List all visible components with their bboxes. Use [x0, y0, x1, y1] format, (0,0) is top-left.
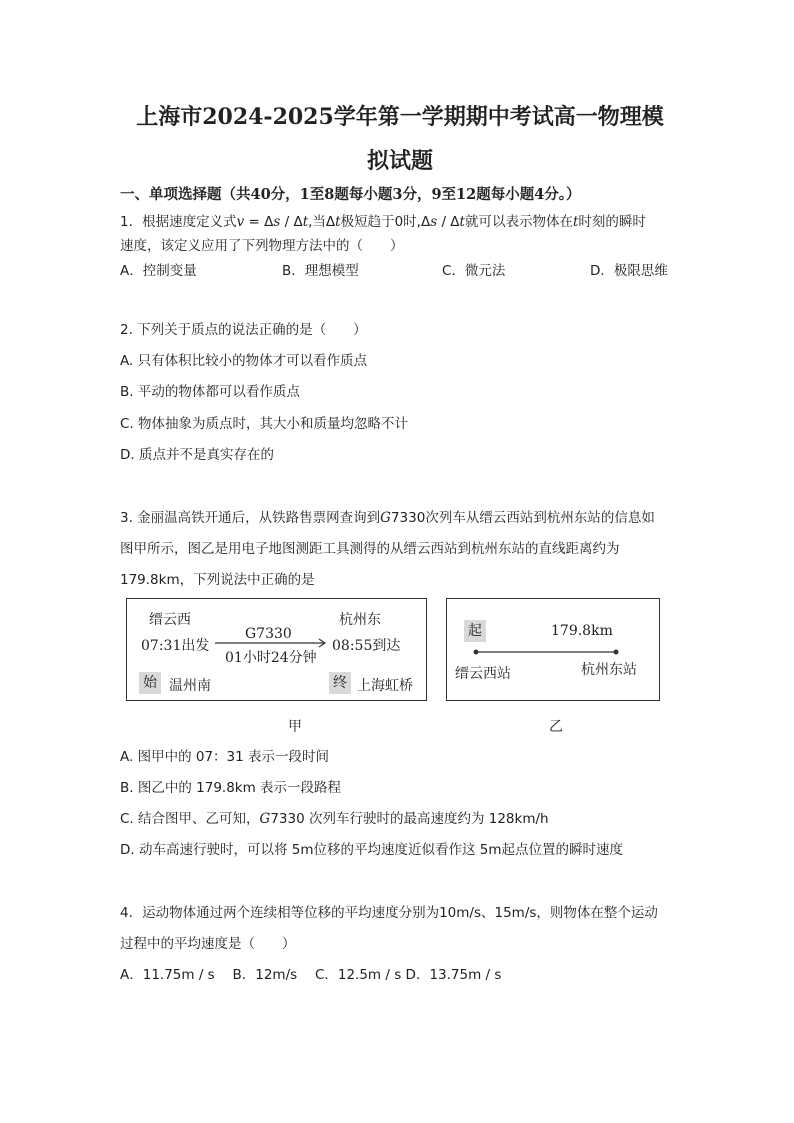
q1-stem-line1: 1．根据速度定义式v = Δs / Δt,当Δt极短趋于0时,Δs / Δt就可以表示物体在t时刻的瞬时: [120, 214, 646, 230]
travel-duration: 01小时24分钟: [225, 650, 317, 666]
depart-time: 07:31出发: [141, 638, 210, 654]
origin-tag: 起: [464, 620, 486, 642]
q3-option-d: D. 动车高速行驶时，可以将 5m位移的平均速度近似看作这 5m起点位置的瞬时速度: [120, 842, 624, 858]
train-number: G7330: [245, 626, 292, 642]
q1-option-b: B．理想模型: [282, 263, 359, 279]
q3-option-b: B. 图乙中的 179.8km 表示一段路程: [120, 780, 342, 796]
start-tag: 始: [139, 672, 161, 694]
q1-option-d: D．极限思维: [590, 263, 668, 279]
figure-jia-caption: 甲: [288, 719, 302, 735]
q2-option-d: D. 质点并不是真实存在的: [120, 447, 274, 463]
q1-stem-line2: 速度，该定义应用了下列物理方法中的（ ）: [120, 238, 404, 254]
page-title-line2: 拟试题: [366, 148, 433, 174]
q4-stem-line2: 过程中的平均速度是（ ）: [120, 936, 296, 952]
figure-yi-caption: 乙: [549, 719, 563, 735]
page-title: 上海市2024-2025学年第一学期期中考试高一物理模: [136, 104, 664, 130]
q4-options: A．11.75m / s B．12m/s C．12.5m / s D．13.75m / s: [120, 967, 502, 983]
end-station: 上海虹桥: [357, 678, 413, 694]
origin-station: 缙云西站: [455, 666, 511, 682]
from-station: 缙云西: [149, 612, 191, 628]
figure-yi: [446, 598, 660, 701]
start-station: 温州南: [169, 678, 211, 694]
q3-stem-line3: 179.8km，下列说法中正确的是: [120, 572, 315, 588]
q1-option-c: C．微元法: [442, 263, 506, 279]
to-station: 杭州东: [339, 612, 381, 628]
q2-option-b: B. 平动的物体都可以看作质点: [120, 384, 300, 400]
arrive-time: 08:55到达: [332, 638, 401, 654]
section-heading: 一、单项选择题（共40分，1至8题每小题3分，9至12题每小题4分。）: [120, 186, 581, 203]
q2-option-a: A. 只有体积比较小的物体才可以看作质点: [120, 353, 368, 369]
destination-station: 杭州东站: [581, 662, 637, 678]
q3-stem-line2: 图甲所示，图乙是用电子地图测距工具测得的从缙云西站到杭州东站的直线距离约为: [120, 541, 620, 557]
q4-stem-line1: 4．运动物体通过两个连续相等位移的平均速度分别为10m/s、15m/s，则物体在整个运动: [120, 905, 658, 921]
distance-label: 179.8km: [551, 623, 613, 639]
end-tag: 终: [329, 672, 351, 694]
q1-option-a: A．控制变量: [120, 263, 197, 279]
q3-option-a: A. 图甲中的 07：31 表示一段时间: [120, 749, 330, 765]
distance-line: [472, 647, 622, 657]
q3-stem-line1: 3. 金丽温高铁开通后，从铁路售票网查询到G7330次列车从缙云西站到杭州东站的信息如: [120, 510, 655, 526]
figure-jia: [126, 598, 427, 701]
q2-stem: 2. 下列关于质点的说法正确的是（ ）: [120, 322, 367, 338]
q3-option-c: C. 结合图甲、乙可知，G7330 次列车行驶时的最高速度约为 128km/h: [120, 811, 549, 827]
q2-option-c: C. 物体抽象为质点时，其大小和质量均忽略不计: [120, 416, 409, 432]
